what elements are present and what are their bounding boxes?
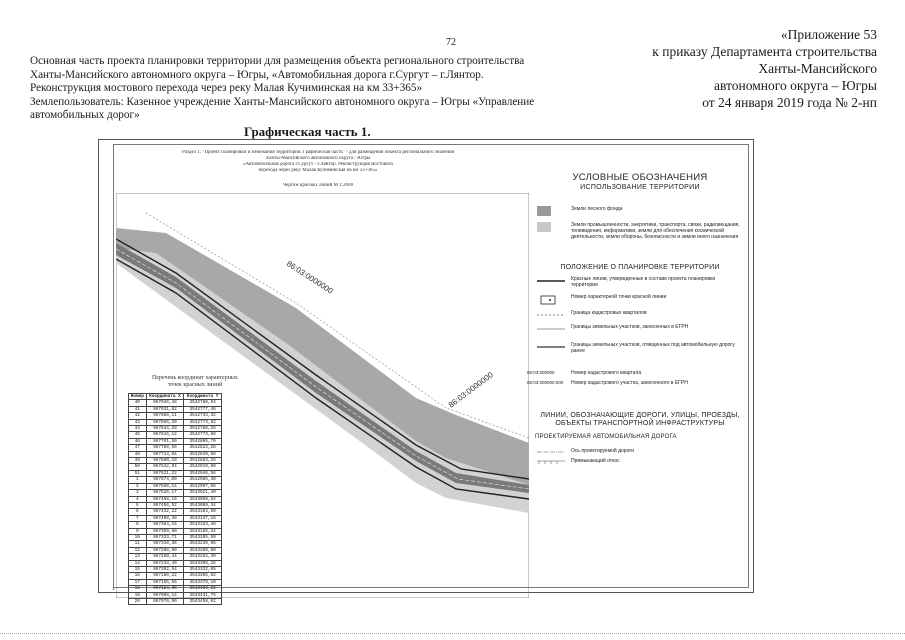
table-cell: 967946,48 <box>146 400 184 406</box>
table-cell: 48 <box>129 451 147 457</box>
table-cell: 49 <box>129 458 147 464</box>
intro-block <box>30 55 570 123</box>
table-cell: 967816,12 <box>146 432 184 438</box>
table-cell: 43 <box>129 419 147 425</box>
intro-line: Основная часть проекта планировки территории для размещения объекта регионального строительства <box>30 55 525 67</box>
table-cell: 967202,54 <box>146 566 184 572</box>
table-cell: 12 <box>129 547 147 553</box>
table-cell: 6 <box>129 509 147 515</box>
legend-item-label: Номер кадастрового квартала <box>571 370 642 376</box>
table-cell: 20 <box>129 599 147 605</box>
table-cell: 46 <box>129 438 147 444</box>
coord-title-line: точек красных линий <box>167 382 223 388</box>
legend-item-label: Земли промышленности, энергетики, транспорта, связи, радиовещания, телевидения, информатики, земли для обеспечения космической деятельности, земли обороны, безопасности и земли иного назначения <box>571 222 740 240</box>
appendix-line: «Приложение 53 <box>780 27 877 42</box>
table-cell: 3543239,96 <box>184 541 222 547</box>
column-header: Координата X <box>146 394 184 400</box>
legend-item-label: Примыкающий откос <box>571 458 620 464</box>
map-header-line: Раздел 1. "Проект планировки и межевания территории. Графическая часть" - для размещения объекта регионального значения <box>182 150 454 155</box>
table-cell: 3543163,48 <box>184 522 222 528</box>
table-cell: 3543431,76 <box>184 592 222 598</box>
table-cell: 19 <box>129 592 147 598</box>
legend-panel <box>527 172 745 502</box>
table-cell: 967098,14 <box>146 592 184 598</box>
coord-title-line: Перечень координат характерных <box>152 375 238 381</box>
table-cell: 2 <box>129 483 147 489</box>
table-cell: 3542985,30 <box>184 477 222 483</box>
legend-item-label: Границы земельных участков, отведенных под автомобильную дорогу ранее <box>571 342 735 354</box>
table-cell: 10 <box>129 534 147 540</box>
slope-symbol <box>537 458 565 472</box>
quarter-code-sample: 86:03:000000 <box>527 370 555 375</box>
table-cell: 967713,84 <box>146 451 184 457</box>
legend-item-label: Граница кадастровых кварталов <box>571 310 647 316</box>
table-cell: 967680,18 <box>146 458 184 464</box>
table-cell: 7 <box>129 515 147 521</box>
table-row <box>129 599 222 605</box>
table-cell: 3542849,58 <box>184 451 222 457</box>
appendix-line: Ханты-Мансийского <box>758 61 877 76</box>
table-cell: 3542786,26 <box>184 426 222 432</box>
table-cell: 967520,17 <box>146 490 184 496</box>
column-header: Координата Y <box>184 394 222 400</box>
intro-line: Реконструкция мостового перехода через реку Малая Кучиминская на км 33+365» <box>30 82 423 95</box>
legend-item-label: Земли лесного фонда <box>571 206 623 212</box>
appendix-line: автономного округа – Югры <box>714 78 877 93</box>
table-cell: 967408,48 <box>146 515 184 521</box>
table-cell: 967333,71 <box>146 534 184 540</box>
coordinates-table <box>128 393 222 605</box>
intro-line: Ханты-Мансийского автономного округа – Югры, «Автомобильная дорога г.Сургут – г.Лянтор. <box>30 68 484 81</box>
table-cell: 13 <box>129 554 147 560</box>
table-cell: 3542822,28 <box>184 445 222 451</box>
table-cell: 45 <box>129 432 147 438</box>
red-line-symbol <box>537 276 565 290</box>
table-cell: 3542919,90 <box>184 464 222 470</box>
table-cell: 16 <box>129 573 147 579</box>
forest-swatch <box>537 206 551 216</box>
table-cell: 3543403,22 <box>184 586 222 592</box>
table-cell: 3542997,66 <box>184 483 222 489</box>
cadastral-quarter-symbol <box>537 310 565 324</box>
table-cell: 967070,90 <box>146 599 184 605</box>
table-cell: 3542946,56 <box>184 470 222 476</box>
table-cell: 967384,15 <box>146 522 184 528</box>
table-cell: 967888,11 <box>146 413 184 419</box>
table-cell: 3542773,82 <box>184 419 222 425</box>
industry-swatch <box>537 222 551 232</box>
table-cell: 3542733,32 <box>184 413 222 419</box>
legend-title: УСЛОВНЫЕ ОБОЗНАЧЕНИЯ <box>572 172 708 183</box>
legend-section-roads: ЛИНИИ, ОБОЗНАЧАЮЩИЕ ДОРОГИ, УЛИЦЫ, ПРОЕЗДЫ, ОБЪЕКТЫ ТРАНСПОРТНОЙ ИНФРАСТРУКТУРЫ <box>540 412 740 427</box>
table-cell: 967288,90 <box>146 547 184 553</box>
intro-line: Землепользователь: Казенное учреждение Ханты-Мансийского автономного округа – Югры «Управление <box>30 95 535 108</box>
table-cell: 3543332,65 <box>184 566 222 572</box>
table-cell: 3542777,46 <box>184 406 222 412</box>
table-cell: 3543185,34 <box>184 528 222 534</box>
table-cell: 18 <box>129 586 147 592</box>
appendix-line: от 24 января 2019 года № 2-нп <box>702 95 877 110</box>
table-cell: 967260,44 <box>146 554 184 560</box>
table-cell: 8 <box>129 522 147 528</box>
table-cell: 3543355,62 <box>184 573 222 579</box>
table-cell: 3543284,30 <box>184 554 222 560</box>
parcel-label-upper: 86:03:0000000 <box>284 259 335 296</box>
table-cell: 3 <box>129 490 147 496</box>
legend-item-label: Номер характерной точки красной линии <box>571 294 667 300</box>
table-cell: 3542768,94 <box>184 400 222 406</box>
table-cell: 9 <box>129 528 147 534</box>
table-cell: 3543058,64 <box>184 496 222 502</box>
legend-road-subtitle: ПРОЕКТИРУЕМАЯ АВТОМОБИЛЬНАЯ ДОРОГА <box>535 434 677 440</box>
table-cell: 967498,16 <box>146 496 184 502</box>
map-header-line: «Автомобильная дорога г.Сургут - г.Лянтор. Реконструкция мостового <box>242 162 393 167</box>
table-cell: 967866,20 <box>146 419 184 425</box>
legend-item-label: Границы земельных участков, занесенных в ЕГРН <box>571 324 689 330</box>
table-cell: 967456,52 <box>146 502 184 508</box>
title-block-column <box>99 440 114 590</box>
table-cell: 967310,36 <box>146 541 184 547</box>
appendix-block <box>557 26 877 111</box>
table-cell: 967791,50 <box>146 438 184 444</box>
table-cell: 14 <box>129 560 147 566</box>
point-number-symbol <box>537 294 565 308</box>
map-header-line: перехода через реку Малая Кучиминская на км 33+365» <box>258 168 378 173</box>
table-cell: 17 <box>129 579 147 585</box>
table-cell: 47 <box>129 445 147 451</box>
page-bottom-border <box>0 631 905 634</box>
table-cell: 15 <box>129 566 147 572</box>
table-cell: 3543458,02 <box>184 599 222 605</box>
parcel-code-sample: 86:03:000000:000 <box>527 380 564 385</box>
table-cell: 967155,56 <box>146 579 184 585</box>
legend-subtitle: ИСПОЛЬЗОВАНИЕ ТЕРРИТОРИИ <box>580 184 700 191</box>
table-cell: 44 <box>129 426 147 432</box>
table-cell: 3543021,40 <box>184 490 222 496</box>
table-cell: 967432,22 <box>146 509 184 515</box>
table-cell: 4 <box>129 496 147 502</box>
graphic-title: Графическая часть 1. <box>244 124 371 139</box>
appendix-line: к приказу Департамента строительства <box>652 44 877 59</box>
table-cell: 40 <box>129 400 147 406</box>
table-cell: 3543137,16 <box>184 515 222 521</box>
table-cell: 3542805,70 <box>184 438 222 444</box>
coord-list-title <box>125 375 265 389</box>
table-cell: 3543205,50 <box>184 534 222 540</box>
table-cell: 967574,00 <box>146 477 184 483</box>
table-cell: 3543089,34 <box>184 502 222 508</box>
legend-item-label: Номер кадастрового участка, занесенного в ЕГРН <box>571 380 688 386</box>
table-cell: 967560,14 <box>146 483 184 489</box>
parcel-label-lower: 86:03:0000000 <box>446 370 495 410</box>
table-cell: 967124,36 <box>146 586 184 592</box>
column-header: Номер <box>129 394 147 400</box>
table-cell: 3542773,88 <box>184 432 222 438</box>
table-cell: 5 <box>129 502 147 508</box>
map-header <box>128 150 508 189</box>
legend-item-label: Красные линии, утвержденные в составе проекта планировки территории <box>571 276 716 288</box>
page-number: 72 <box>446 37 456 48</box>
table-cell: 967233,40 <box>146 560 184 566</box>
map-scale-label: Чертеж красных линий М 1:2000 <box>282 183 354 188</box>
table-cell: 967844,28 <box>146 426 184 432</box>
table-cell: 1 <box>129 477 147 483</box>
table-cell: 50 <box>129 464 147 470</box>
table-cell: 3542883,26 <box>184 458 222 464</box>
table-cell: 41 <box>129 406 147 412</box>
legend-section-plan: ПОЛОЖЕНИЕ О ПЛАНИРОВКЕ ТЕРРИТОРИИ <box>560 264 720 271</box>
table-cell: 3543104,90 <box>184 509 222 515</box>
table-cell: 11 <box>129 541 147 547</box>
table-cell: 42 <box>129 413 147 419</box>
table-cell: 967359,80 <box>146 528 184 534</box>
table-cell: 967931,62 <box>146 406 184 412</box>
table-cell: 3543260,80 <box>184 547 222 553</box>
land-plot-boundary-symbol <box>537 324 565 338</box>
table-cell: 967180,22 <box>146 573 184 579</box>
table-cell: 967750,56 <box>146 445 184 451</box>
legend-item-label: Ось проектируемой дороги <box>571 448 634 454</box>
table-cell: 51 <box>129 470 147 476</box>
intro-line: автомобильных дорог» <box>30 109 140 122</box>
table-header-row <box>129 394 222 400</box>
road-plot-boundary-symbol <box>537 342 565 356</box>
table-cell: 967621,22 <box>146 470 184 476</box>
table-cell: 3543379,10 <box>184 579 222 585</box>
map-header-line: Ханты-Мансийского автономного округа - Югры <box>265 156 371 161</box>
table-cell: 967642,94 <box>146 464 184 470</box>
table-cell: 3543308,28 <box>184 560 222 566</box>
